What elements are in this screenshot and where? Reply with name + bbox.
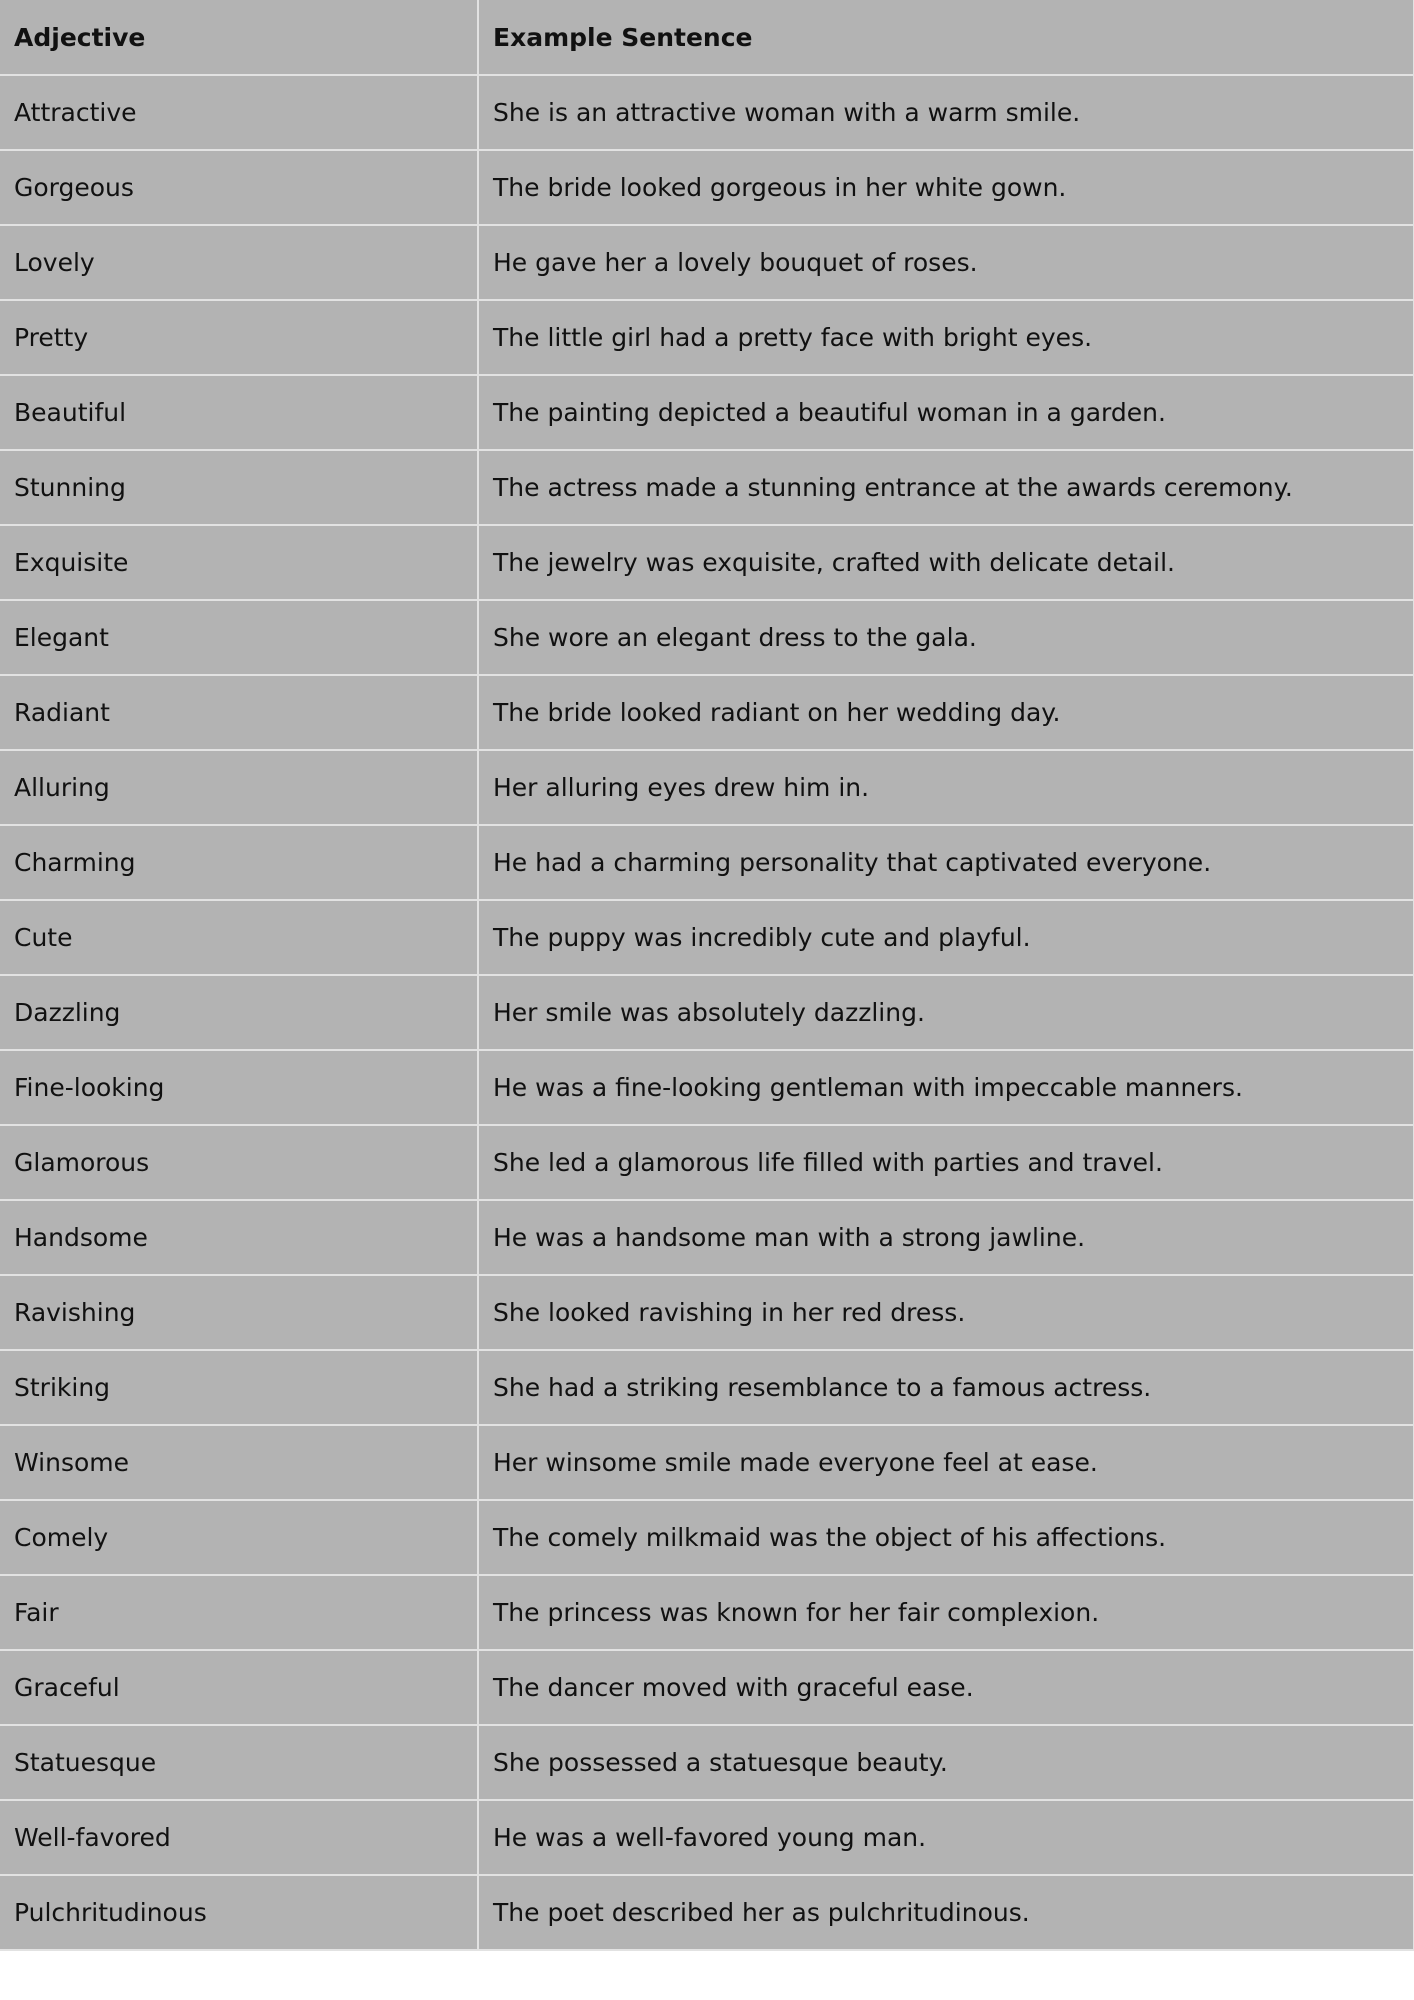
sentence-cell: She wore an elegant dress to the gala. — [478, 600, 1414, 675]
adjective-cell: Fine-looking — [0, 1050, 478, 1125]
adjective-cell: Well-favored — [0, 1800, 478, 1875]
sentence-cell: She possessed a statuesque beauty. — [478, 1725, 1414, 1800]
sentence-cell: The painting depicted a beautiful woman in a garden. — [478, 375, 1414, 450]
adjective-cell: Elegant — [0, 600, 478, 675]
table-row — [0, 300, 1414, 375]
table-row — [0, 1125, 1414, 1200]
sentence-cell: The puppy was incredibly cute and playful. — [478, 900, 1414, 975]
adjective-cell: Statuesque — [0, 1725, 478, 1800]
table-row — [0, 900, 1414, 975]
table-row — [0, 750, 1414, 825]
sentence-cell: She led a glamorous life filled with parties and travel. — [478, 1125, 1414, 1200]
table-row — [0, 1725, 1414, 1800]
adjective-cell: Radiant — [0, 675, 478, 750]
table-row — [0, 1650, 1414, 1725]
table-body — [0, 75, 1414, 1950]
adjective-cell: Stunning — [0, 450, 478, 525]
adjective-cell: Exquisite — [0, 525, 478, 600]
sentence-cell: Her winsome smile made everyone feel at ease. — [478, 1425, 1414, 1500]
adjective-cell: Striking — [0, 1350, 478, 1425]
adjective-cell: Cute — [0, 900, 478, 975]
table-row — [0, 1575, 1414, 1650]
table-row — [0, 1350, 1414, 1425]
adjective-cell: Charming — [0, 825, 478, 900]
table-row — [0, 825, 1414, 900]
table-row — [0, 1200, 1414, 1275]
sentence-cell: He was a fine-looking gentleman with impeccable manners. — [478, 1050, 1414, 1125]
table-row — [0, 75, 1414, 150]
sentence-cell: Her smile was absolutely dazzling. — [478, 975, 1414, 1050]
header-example-sentence: Example Sentence — [478, 0, 1414, 75]
table-row — [0, 375, 1414, 450]
adjective-cell: Dazzling — [0, 975, 478, 1050]
sentence-cell: She looked ravishing in her red dress. — [478, 1275, 1414, 1350]
adjective-cell: Winsome — [0, 1425, 478, 1500]
adjective-cell: Pretty — [0, 300, 478, 375]
adjective-cell: Handsome — [0, 1200, 478, 1275]
table-row — [0, 450, 1414, 525]
sentence-cell: The jewelry was exquisite, crafted with delicate detail. — [478, 525, 1414, 600]
sentence-cell: The bride looked gorgeous in her white gown. — [478, 150, 1414, 225]
adjective-cell: Ravishing — [0, 1275, 478, 1350]
sentence-cell: The princess was known for her fair complexion. — [478, 1575, 1414, 1650]
sentence-cell: The dancer moved with graceful ease. — [478, 1650, 1414, 1725]
adjective-cell: Graceful — [0, 1650, 478, 1725]
sentence-cell: The little girl had a pretty face with bright eyes. — [478, 300, 1414, 375]
sentence-cell: The comely milkmaid was the object of his affections. — [478, 1500, 1414, 1575]
table-row — [0, 675, 1414, 750]
sentence-cell: The poet described her as pulchritudinous. — [478, 1875, 1414, 1950]
adjective-cell: Lovely — [0, 225, 478, 300]
table-row — [0, 1050, 1414, 1125]
adjective-cell: Beautiful — [0, 375, 478, 450]
adjective-cell: Fair — [0, 1575, 478, 1650]
adjective-cell: Alluring — [0, 750, 478, 825]
sentence-cell: Her alluring eyes drew him in. — [478, 750, 1414, 825]
adjective-cell: Gorgeous — [0, 150, 478, 225]
sentence-cell: She had a striking resemblance to a famous actress. — [478, 1350, 1414, 1425]
table-header-row — [0, 0, 1414, 75]
adjective-cell: Comely — [0, 1500, 478, 1575]
adjective-cell: Pulchritudinous — [0, 1875, 478, 1950]
table-row — [0, 1425, 1414, 1500]
table-row — [0, 975, 1414, 1050]
sentence-cell: He was a well-favored young man. — [478, 1800, 1414, 1875]
adjective-cell: Attractive — [0, 75, 478, 150]
table-row — [0, 600, 1414, 675]
adjective-cell: Glamorous — [0, 1125, 478, 1200]
table-row — [0, 225, 1414, 300]
header-adjective: Adjective — [0, 0, 478, 75]
table-row — [0, 1275, 1414, 1350]
sentence-cell: The actress made a stunning entrance at the awards ceremony. — [478, 450, 1414, 525]
sentence-cell: He had a charming personality that captivated everyone. — [478, 825, 1414, 900]
table-row — [0, 1800, 1414, 1875]
table-row — [0, 525, 1414, 600]
sentence-cell: He was a handsome man with a strong jawline. — [478, 1200, 1414, 1275]
table-row — [0, 1500, 1414, 1575]
sentence-cell: The bride looked radiant on her wedding day. — [478, 675, 1414, 750]
sentence-cell: He gave her a lovely bouquet of roses. — [478, 225, 1414, 300]
table-row — [0, 150, 1414, 225]
table-row — [0, 1875, 1414, 1950]
sentence-cell: She is an attractive woman with a warm smile. — [478, 75, 1414, 150]
